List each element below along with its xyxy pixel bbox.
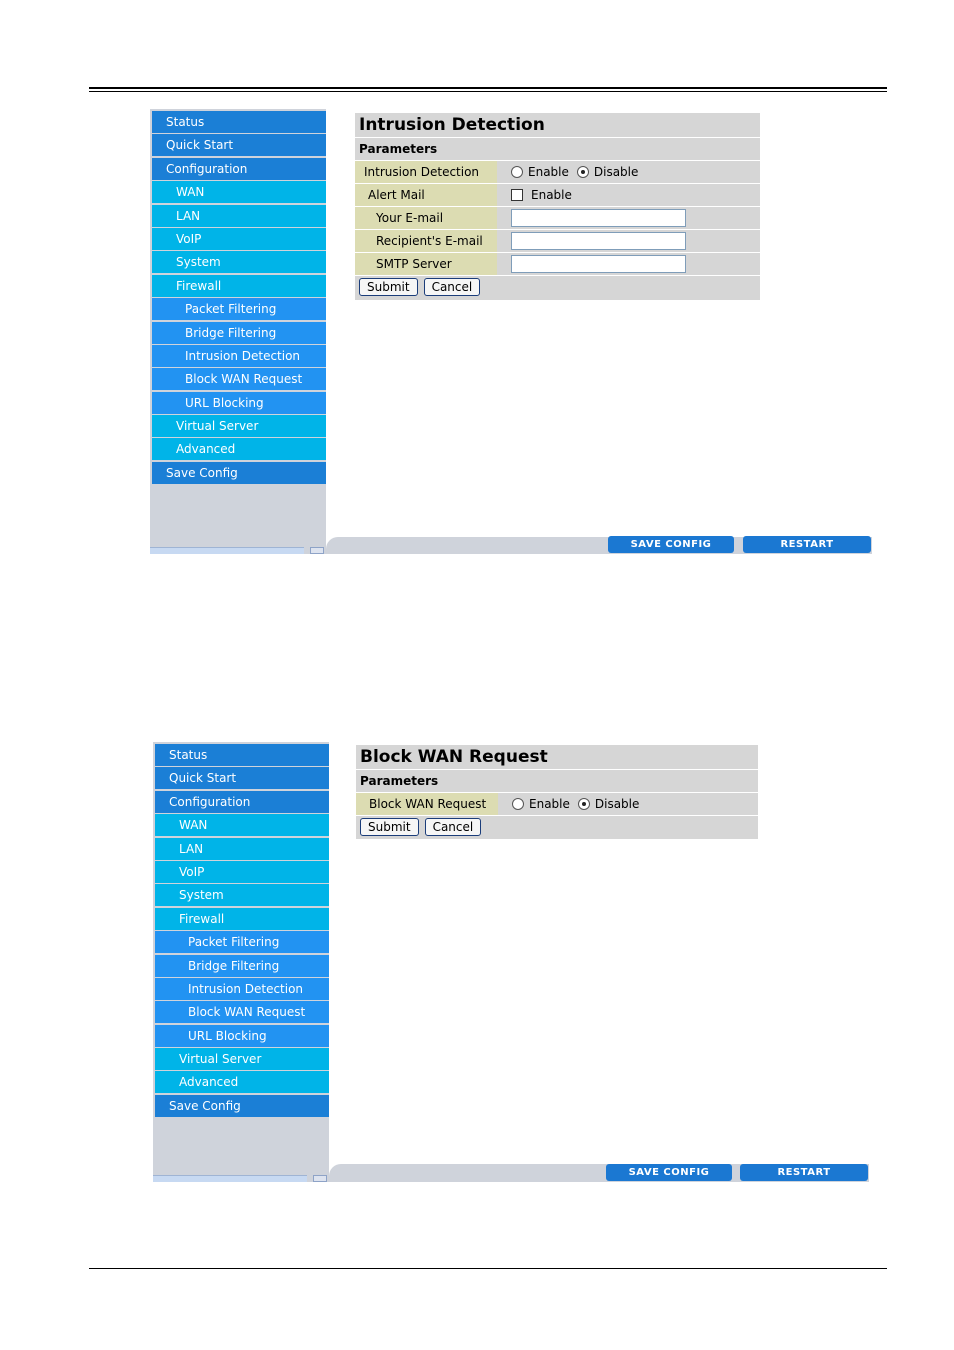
smtp-server-row [355,253,760,276]
restart-button[interactable]: RESTART [740,1164,868,1181]
block-wan-enable-radio[interactable] [512,798,524,810]
sidebar-item-firewall[interactable]: Firewall [155,908,329,930]
cancel-button[interactable]: Cancel [424,278,481,296]
form-buttons [355,276,760,298]
intrusion-enable-radio[interactable] [511,166,523,178]
page-bottom-rule [89,1268,887,1269]
sidebar-item-voip[interactable]: VoIP [155,861,329,883]
your-email-label: Your E-mail [355,207,497,229]
sidebar-item-save-config[interactable]: Save Config [152,462,326,484]
block-wan-request-row [356,793,758,816]
sidebar-item-block-wan-request[interactable]: Block WAN Request [155,1001,329,1023]
page-top-rule-thin [89,91,887,92]
intrusion-disable-label: Disable [593,165,639,179]
sidebar-item-intrusion-detection[interactable]: Intrusion Detection [155,978,329,1000]
recipient-email-label: Recipient's E-mail [355,230,497,252]
sidebar-item-virtual-server[interactable]: Virtual Server [155,1048,329,1070]
scroll-grip-icon[interactable] [313,1175,327,1182]
intrusion-detection-label: Intrusion Detection [355,161,497,183]
sidebar-item-quick-start[interactable]: Quick Start [152,134,326,156]
sidebar-item-bridge-filtering[interactable]: Bridge Filtering [152,322,326,344]
sidebar-item-advanced[interactable]: Advanced [155,1071,329,1093]
sidebar-item-intrusion-detection[interactable]: Intrusion Detection [152,345,326,367]
alert-mail-enable-label: Enable [531,188,572,202]
page-top-rule [89,87,887,89]
screenshot-intrusion-detection [150,109,872,554]
restart-button[interactable]: RESTART [743,536,871,553]
alert-mail-checkbox[interactable] [511,189,523,201]
screenshot-block-wan-request [153,742,869,1182]
form-buttons [356,816,758,838]
smtp-server-label: SMTP Server [355,253,497,275]
sidebar-item-url-blocking[interactable]: URL Blocking [152,392,326,414]
sidebar [150,109,326,554]
sidebar-item-status[interactable]: Status [152,111,326,133]
sidebar-item-save-config[interactable]: Save Config [155,1095,329,1117]
section-title: Parameters [356,770,758,793]
sidebar-item-configuration[interactable]: Configuration [155,791,329,813]
recipient-email-row [355,230,760,253]
your-email-input[interactable] [511,209,686,227]
page-title: Intrusion Detection [355,113,760,138]
sidebar-item-lan[interactable]: LAN [152,205,326,227]
sidebar-item-lan[interactable]: LAN [155,838,329,860]
sidebar-item-packet-filtering[interactable]: Packet Filtering [155,931,329,953]
intrusion-detection-row [355,161,760,184]
block-wan-request-label: Block WAN Request [356,793,498,815]
sidebar-item-packet-filtering[interactable]: Packet Filtering [152,298,326,320]
page-title: Block WAN Request [356,745,758,770]
sidebar-item-quick-start[interactable]: Quick Start [155,767,329,789]
horizontal-scrollbar[interactable] [150,547,304,554]
sidebar-item-bridge-filtering[interactable]: Bridge Filtering [155,955,329,977]
your-email-row [355,207,760,230]
sidebar-item-url-blocking[interactable]: URL Blocking [155,1025,329,1047]
sidebar-item-wan[interactable]: WAN [155,814,329,836]
block-wan-request-panel [356,745,758,839]
intrusion-disable-radio[interactable] [577,166,589,178]
block-wan-disable-label: Disable [594,797,640,811]
sidebar-item-firewall[interactable]: Firewall [152,275,326,297]
sidebar-item-wan[interactable]: WAN [152,181,326,203]
smtp-server-input[interactable] [511,255,686,273]
scroll-grip-icon[interactable] [310,547,324,554]
block-wan-disable-radio[interactable] [578,798,590,810]
sidebar-item-advanced[interactable]: Advanced [152,438,326,460]
sidebar [153,742,329,1182]
sidebar-item-virtual-server[interactable]: Virtual Server [152,415,326,437]
submit-button[interactable]: Submit [359,278,418,296]
sidebar-item-configuration[interactable]: Configuration [152,158,326,180]
save-config-button[interactable]: SAVE CONFIG [608,536,734,553]
sidebar-item-block-wan-request[interactable]: Block WAN Request [152,368,326,390]
horizontal-scrollbar[interactable] [153,1175,307,1182]
block-wan-enable-label: Enable [529,797,570,811]
intrusion-enable-label: Enable [528,165,569,179]
sidebar-nav [155,744,329,1118]
sidebar-item-status[interactable]: Status [155,744,329,766]
sidebar-item-system[interactable]: System [155,884,329,906]
sidebar-item-voip[interactable]: VoIP [152,228,326,250]
section-title: Parameters [355,138,760,161]
cancel-button[interactable]: Cancel [425,818,482,836]
alert-mail-row [355,184,760,207]
submit-button[interactable]: Submit [360,818,419,836]
sidebar-item-system[interactable]: System [152,251,326,273]
sidebar-nav [152,111,326,485]
save-config-button[interactable]: SAVE CONFIG [606,1164,732,1181]
alert-mail-label: Alert Mail [355,184,497,206]
recipient-email-input[interactable] [511,232,686,250]
intrusion-detection-panel [355,113,760,300]
